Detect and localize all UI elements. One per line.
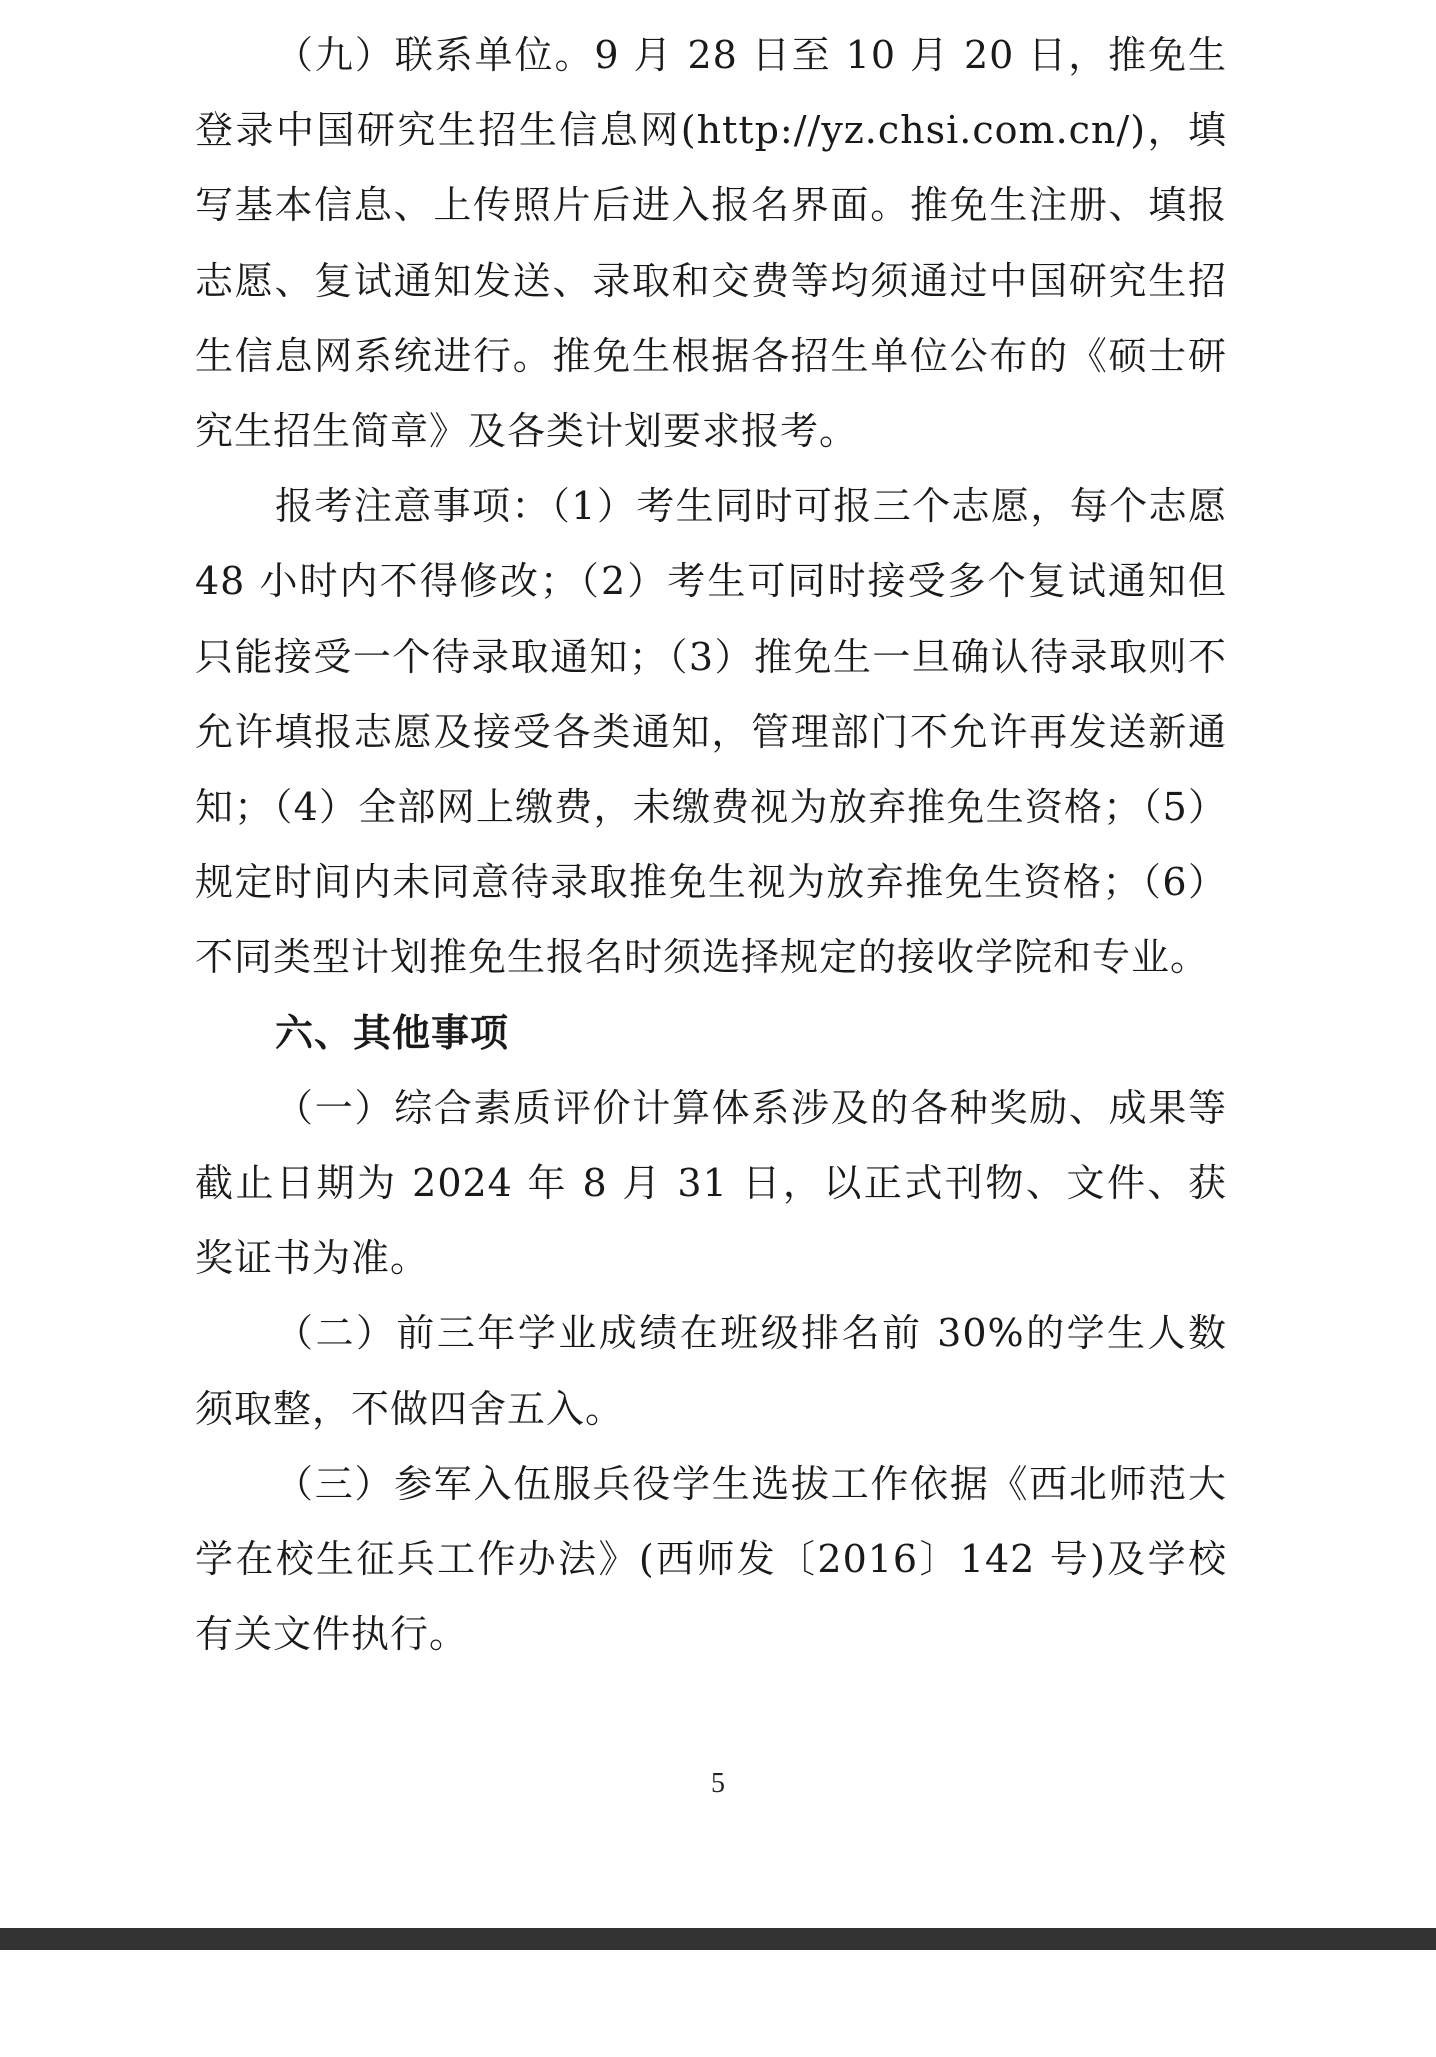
page-number: 5 xyxy=(711,1768,725,1799)
paragraph-other-2: （二）前三年学业成绩在班级排名前 30%的学生人数须取整，不做四舍五入。 xyxy=(195,1311,1227,1431)
paragraph-other-3: （三）参军入伍服兵役学生选拔工作依据《西北师范大学在校生征兵工作办法》(西师发〔2016〕142 号)及学校有关文件执行。 xyxy=(195,1461,1227,1657)
paragraph-application-notes: 报考注意事项：（1）考生同时可报三个志愿，每个志愿 48 小时内不得修改；（2）考生可同时接受多个复试通知但只能接受一个待录取通知；（3）推免生一旦确认待录取则不允许填报志愿及接受各类通知，管理部门不允许再发送新通知；（4）全部网上缴费，未缴费视为放弃推免生资格；（5）规定时间内未同意待录取推免生视为放弃推免生资格；（6）不同类型计划推免生报名时须选择规定的接收学院和专业。 xyxy=(195,484,1227,980)
section-heading-other-matters: 六、其他事项 xyxy=(275,1010,510,1055)
next-page-area xyxy=(0,1950,1436,2057)
document-body xyxy=(195,18,1227,1672)
paragraph-other-1: （一）综合素质评价计算体系涉及的各种奖励、成果等截止日期为 2024 年 8 月 31 日，以正式刊物、文件、获奖证书为准。 xyxy=(195,1085,1227,1281)
page-separator-bar xyxy=(0,1928,1436,1950)
paragraph-contact-unit: （九）联系单位。9 月 28 日至 10 月 20 日，推免生登录中国研究生招生信息网(http://yz.chsi.com.cn/)，填写基本信息、上传照片后进入报名界面。推免生注册、填报志愿、复试通知发送、录取和交费等均须通过中国研究生招生信息网系统进行。推免生根据各招生单位公布的《硕士研究生招生简章》及各类计划要求报考。 xyxy=(195,33,1227,454)
